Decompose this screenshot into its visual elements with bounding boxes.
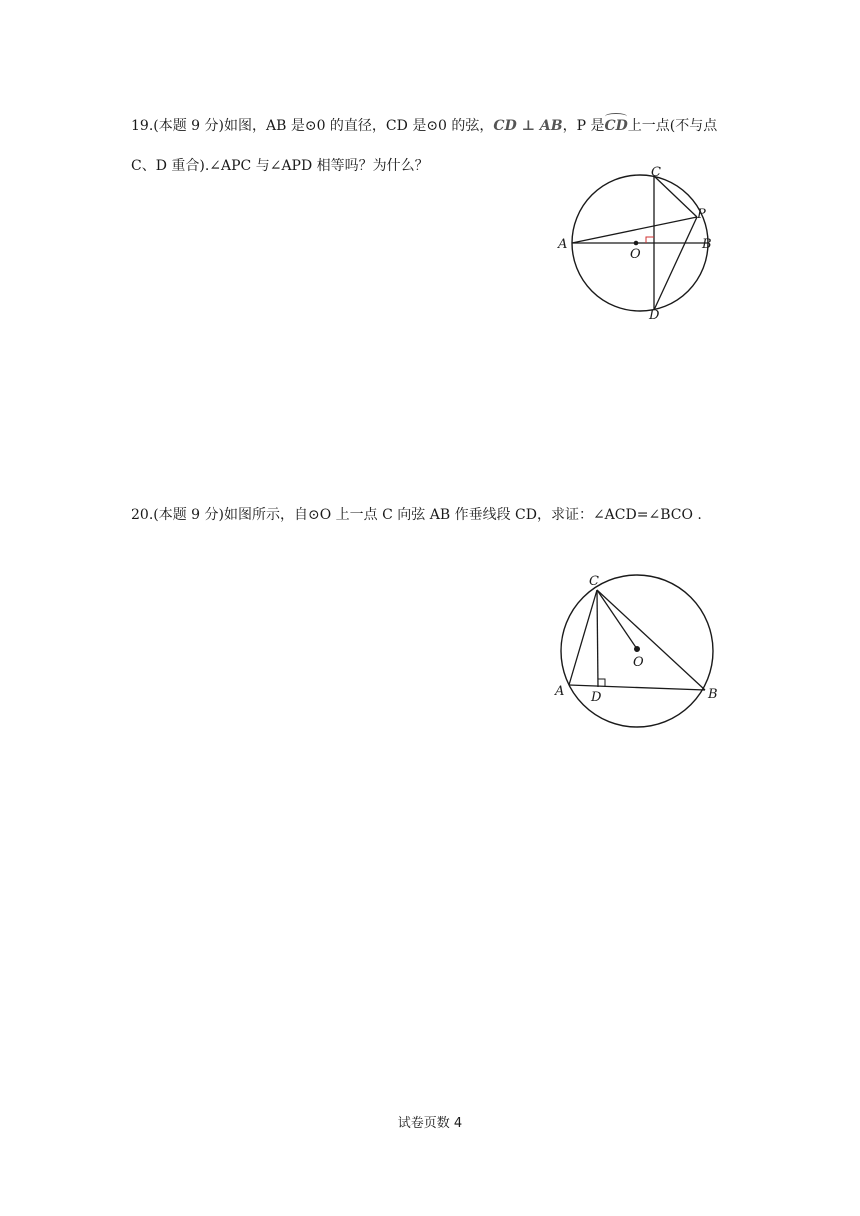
q20-line1 (131, 505, 702, 525)
q20-segment-co (597, 590, 637, 649)
q20-label-a: A (555, 684, 565, 699)
q20-perpendicular-cd (597, 590, 598, 687)
q19-math-cd: CD (493, 118, 517, 134)
q20-label-d: D (591, 690, 602, 705)
q19-segment-dp (654, 217, 697, 310)
q19-label-c: C (651, 165, 661, 180)
q19-score: (本题 9 分) (153, 118, 224, 134)
q19-figure (550, 160, 750, 330)
q19-label-a: A (558, 237, 568, 252)
q19-label-b: B (702, 237, 712, 252)
q20-label-o: O (633, 655, 644, 670)
q19-label-o: O (630, 247, 641, 262)
q19-right-angle-mark (646, 237, 654, 243)
q20-segment-bc (597, 590, 705, 690)
q19-math-perp: ⊥ (516, 118, 540, 134)
page-footer: 试卷页数 4 (397, 1116, 463, 1131)
q20-text: 如图所示，自⊙O 上一点 C 向弦 AB 作垂线段 CD，求证：∠ACD=∠BCO . (224, 507, 702, 523)
q19-number: 19. (131, 118, 154, 134)
q20-label-b: B (708, 687, 718, 702)
q19-line2: C、D 重合).∠APC 与∠APD 相等吗？为什么？ (131, 158, 429, 174)
q20-score: (本题 9 分) (153, 507, 224, 523)
q19-text-a: 如图，AB 是⊙0 的直径，CD 是⊙0 的弦， (224, 118, 494, 134)
q19-line1 (131, 116, 717, 136)
q20-segment-ac (569, 590, 597, 685)
q19-arc-cd: CD (604, 118, 628, 134)
q20-figure (545, 565, 745, 740)
q19-label-p: P (697, 207, 706, 222)
q19-text-b: ，P 是 (562, 118, 605, 134)
q19-center-dot (634, 241, 639, 246)
q19-segment-ap (572, 217, 697, 243)
q20-label-c: C (589, 574, 599, 589)
q20-center-dot (634, 646, 640, 652)
q20-chord-ab (569, 685, 705, 690)
q19-text-c: 上一点(不与点 (627, 118, 718, 134)
q19-label-d: D (649, 308, 660, 323)
q19-math-ab: AB (539, 118, 563, 134)
q20-number: 20. (131, 507, 154, 523)
